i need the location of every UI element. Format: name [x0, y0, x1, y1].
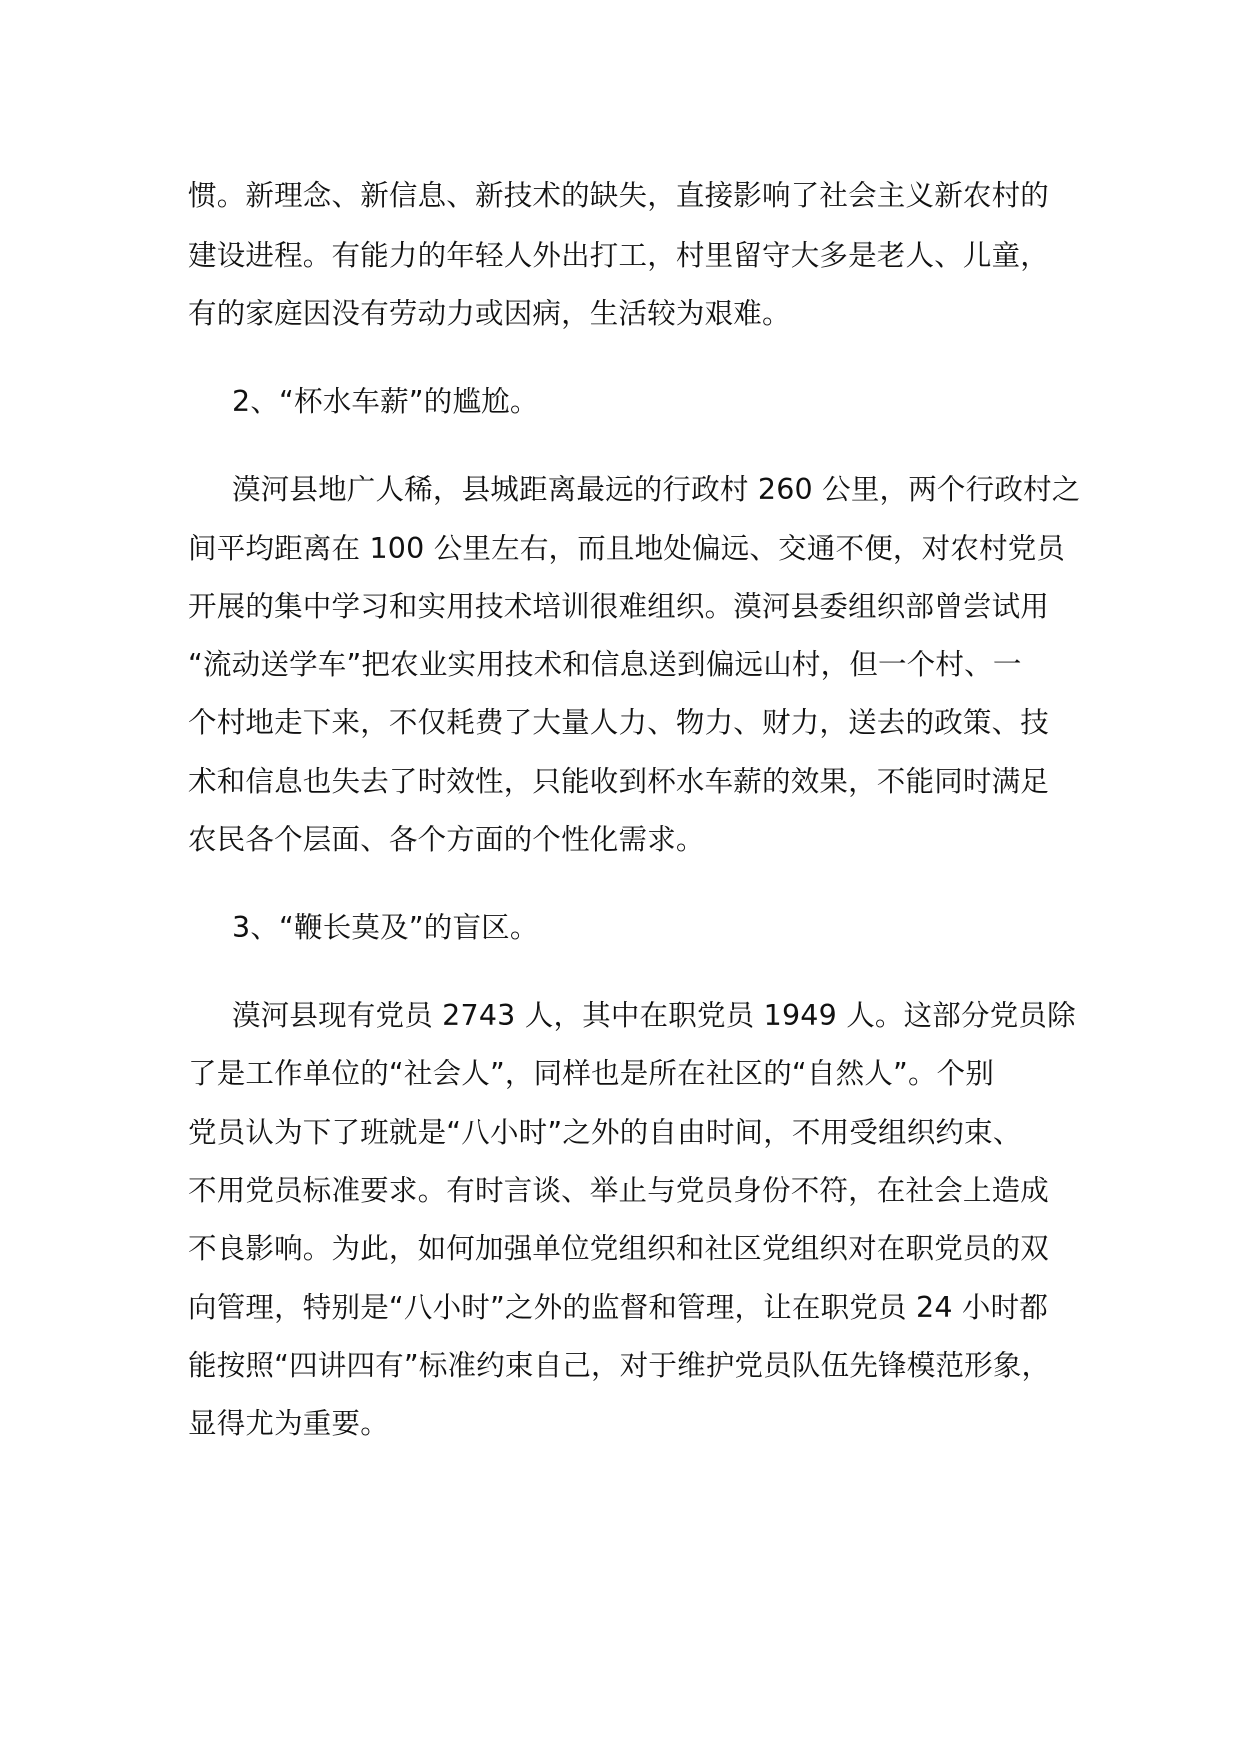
paragraph-line: 能按照“四讲四有”标准约束自己，对于维护党员队伍先锋模范形象，: [188, 1349, 1051, 1382]
paragraph-line: 建设进程。有能力的年轻人外出打工，村里留守大多是老人、儿童，: [188, 239, 1050, 272]
paragraph-line: 漠河县现有党员 2743 人，其中在职党员 1949 人。这部分党员除: [232, 999, 1076, 1032]
paragraph-line: “流动送学车”把农业实用技术和信息送到偏远山村，但一个村、一: [188, 648, 1022, 681]
paragraph-line: 向管理，特别是“八小时”之外的监督和管理，让在职党员 24 小时都: [188, 1291, 1049, 1324]
paragraph-line: 有的家庭因没有劳动力或因病，生活较为艰难。: [188, 297, 791, 330]
paragraph-line: 不良影响。为此，如何加强单位党组织和社区党组织对在职党员的双: [188, 1232, 1050, 1265]
paragraph-line: 农民各个层面、各个方面的个性化需求。: [188, 823, 705, 856]
paragraph-line: 个村地走下来，不仅耗费了大量人力、物力、财力，送去的政策、技: [188, 706, 1050, 739]
paragraph-line: 漠河县地广人稀，县城距离最远的行政村 260 公里，两个行政村之: [232, 473, 1081, 506]
paragraph-line: 显得尤为重要。: [188, 1407, 389, 1440]
paragraph-line: 党员认为下了班就是“八小时”之外的自由时间，不用受组织约束、: [188, 1116, 1022, 1149]
paragraph-line: 间平均距离在 100 公里左右，而且地处偏远、交通不便，对农村党员: [188, 532, 1066, 565]
paragraph-line: 开展的集中学习和实用技术培训很难组织。漠河县委组织部曾尝试用: [188, 590, 1050, 623]
paragraph-line: 惯。新理念、新信息、新技术的缺失，直接影响了社会主义新农村的: [188, 179, 1050, 212]
paragraph-line: 不用党员标准要求。有时言谈、举止与党员身份不符，在社会上造成: [188, 1174, 1050, 1207]
section-heading: 2、“杯水车薪”的尴尬。: [232, 385, 539, 418]
paragraph-line: 术和信息也失去了时效性，只能收到杯水车薪的效果，不能同时满足: [188, 765, 1050, 798]
section-heading: 3、“鞭长莫及”的盲区。: [232, 911, 539, 944]
paragraph-line: 了是工作单位的“社会人”，同样也是所在社区的“自然人”。个别: [188, 1057, 995, 1090]
